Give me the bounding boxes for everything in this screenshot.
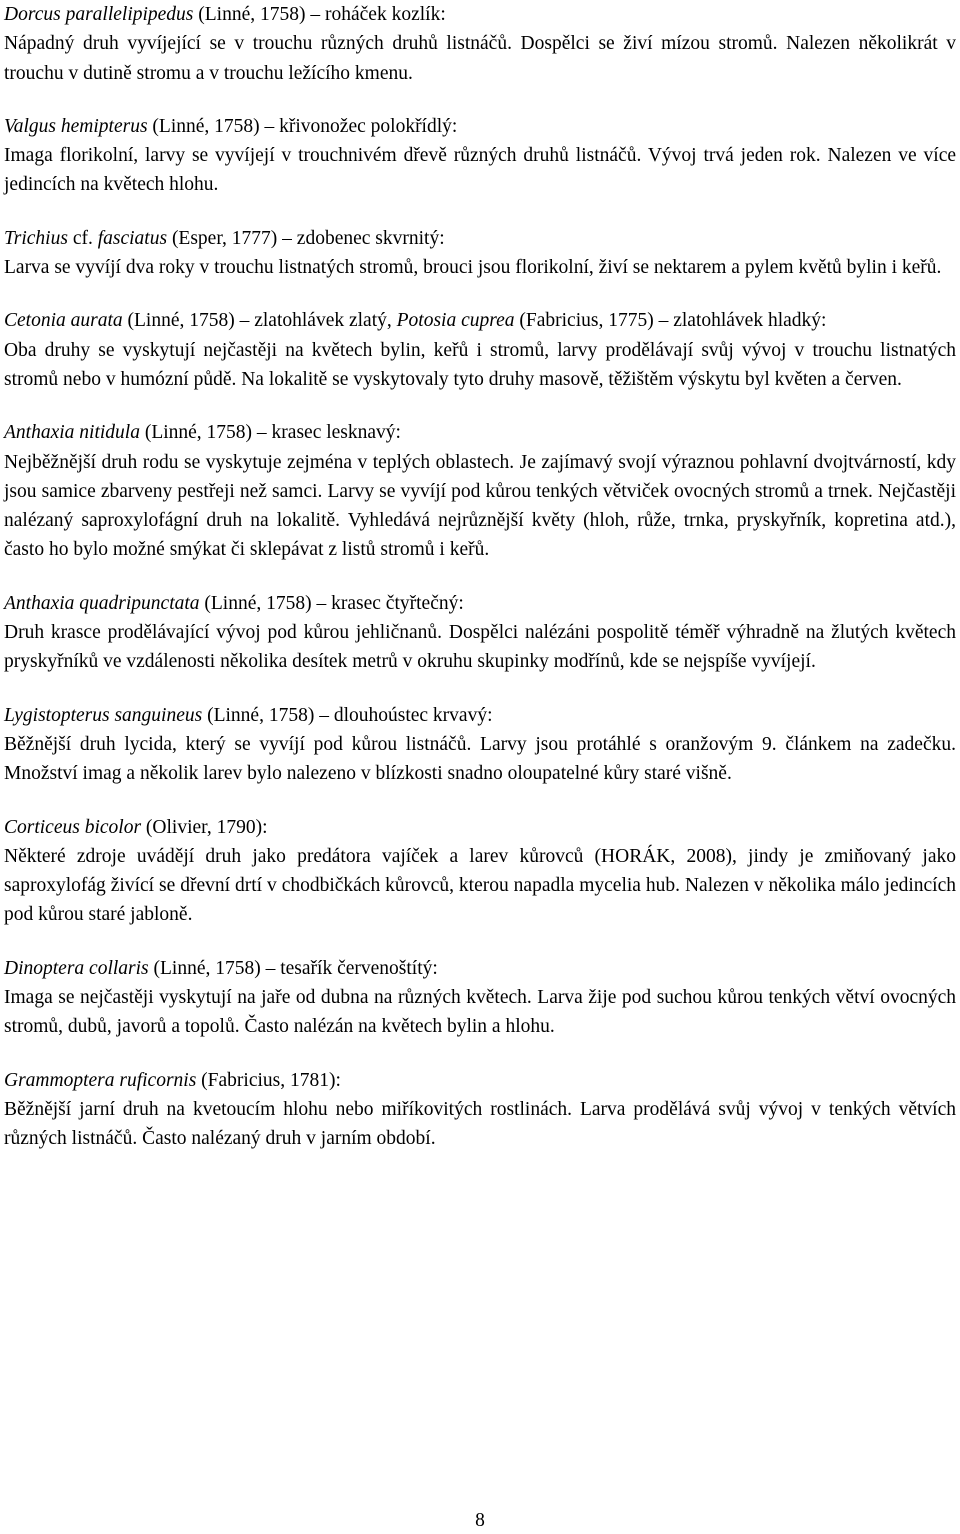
species-description: Některé zdroje uvádějí druh jako predátora vajíček a larev kůrovců (HORÁK, 2008), jindy je zmiňovaný jako saproxylofág živící se dřevní drtí v chodbičkách kůrovců, kterou napadla mycelia hub. Nalezen v několika málo jedincích pod kůrou staré jabloně. [4, 845, 956, 926]
species-latin-name: Lygistopterus sanguineus [4, 704, 203, 726]
species-entry-valgus [4, 112, 956, 200]
species-entry-grammoptera [4, 1066, 956, 1154]
species-qualifier: cf. [67, 227, 98, 249]
species-author: (Linné, 1758) – křivonožec polokřídlý: [147, 115, 458, 137]
species-author: (Fabricius, 1781): [196, 1069, 341, 1091]
species-latin-name: Valgus hemipterus [4, 115, 148, 137]
species-latin-name: Corticeus bicolor [4, 816, 142, 838]
species-heading [4, 306, 956, 335]
species-latin-name: Anthaxia quadripunctata [4, 592, 200, 614]
species-heading [4, 701, 956, 730]
species-latin-epithet: fasciatus [97, 227, 168, 249]
species-heading [4, 813, 956, 842]
species-description: Druh krasce prodělávající vývoj pod kůrou jehličnanů. Dospělci nalézáni pospolitě téměř výhradně na žlutých květech pryskyřníků ve vzdálenosti několika desítek metrů v okruhu skupinky modřínů, kde se nejspíše vyvíjejí. [4, 622, 956, 673]
species-author: (Esper, 1777) – zdobenec skvrnitý: [167, 227, 445, 249]
species-heading [4, 1066, 956, 1095]
species-entry-dorcus [4, 0, 956, 88]
species-heading [4, 224, 956, 253]
species-author: (Linné, 1758) – krasec čtyřtečný: [199, 592, 464, 614]
species-author: (Olivier, 1790): [141, 816, 268, 838]
document-page [4, 0, 956, 1178]
species-heading [4, 112, 956, 141]
species-author-second: (Fabricius, 1775) – zlatohlávek hladký: [514, 310, 827, 332]
species-entry-trichius [4, 224, 956, 283]
species-description: Imaga florikolní, larvy se vyvíjejí v trouchnivém dřevě různých druhů listnáčů. Vývoj trvá jeden rok. Nalezen ve více jedincích na květech hlohu. [4, 145, 956, 196]
species-entry-dinoptera [4, 954, 956, 1042]
species-heading [4, 418, 956, 447]
page-number: 8 [475, 1510, 485, 1531]
species-description: Larva se vyvíjí dva roky v trouchu listnatých stromů, brouci jsou florikolní, živí se nektarem a pylem květů bylin i keřů. [4, 257, 942, 279]
species-entry-anthaxia-quadripunctata [4, 589, 956, 677]
species-description: Imaga se nejčastěji vyskytují na jaře od dubna na různých květech. Larva žije pod suchou kůrou tenkých větví ovocných stromů, dubů, javorů a topolů. Často nalézán na květech bylin a hlohu. [4, 987, 956, 1038]
species-heading [4, 0, 956, 29]
species-heading [4, 589, 956, 618]
species-latin-name: Grammoptera ruficornis [4, 1069, 197, 1091]
species-author: (Linné, 1758) – dlouhoústec krvavý: [202, 704, 493, 726]
species-latin-name: Anthaxia nitidula [4, 422, 140, 444]
species-latin-name: Dinoptera collaris [4, 957, 149, 979]
species-entry-cetonia [4, 306, 956, 394]
species-author: (Linné, 1758) – roháček kozlík: [193, 4, 446, 25]
species-entry-anthaxia-nitidula [4, 418, 956, 564]
species-latin-name: Trichius [4, 227, 68, 249]
species-description: Běžnější druh lycida, který se vyvíjí pod kůrou listnáčů. Larvy jsou protáhlé s oranžovým 9. článkem na zadečku. Množství imag a několik larev bylo nalezeno v blízkosti snadno oloupatelné kůry staré višně. [4, 733, 956, 785]
species-author: (Linné, 1758) – krasec lesknavý: [139, 422, 401, 444]
species-latin-name: Dorcus parallelipipedus [4, 4, 194, 25]
species-entry-lygistopterus [4, 701, 956, 789]
species-heading [4, 954, 956, 983]
species-latin-name-second: Potosia cuprea [396, 310, 515, 332]
species-description: Běžnější jarní druh na kvetoucím hlohu nebo miříkovitých rostlinách. Larva prodělává svůj vývoj v tenkých větvích různých listnáčů. Často nalézaný druh v jarním období. [4, 1098, 956, 1150]
species-description: Nejběžnější druh rodu se vyskytuje zejména v teplých oblastech. Je zajímavý svojí výraznou pohlavní dvojtvárností, kdy jsou samice zbarveny pestřeji než samci. Larvy se vyvíjí pod kůrou tenkých větviček ovocných stromů a trnek. Nejčastěji nalézaný saproxylofágní druh na lokalitě. Vyhledává nejrůznější květy (hloh, růže, trnka, pryskyřník, kopretina atd.), často ho bylo možné smýkat či sklepávat z listů stromů i keřů. [4, 451, 956, 561]
species-author: (Linné, 1758) – zlatohlávek zlatý, [122, 310, 397, 332]
species-latin-name: Cetonia aurata [4, 310, 123, 332]
species-author: (Linné, 1758) – tesařík červenoštítý: [148, 957, 438, 979]
species-description: Nápadný druh vyvíjející se v trouchu různých druhů listnáčů. Dospělci se živí mízou stromů. Nalezen několikrát v trouchu v dutině stromu a v trouchu ležícího kmenu. [4, 33, 956, 84]
species-description: Oba druhy se vyskytují nejčastěji na květech bylin, keřů i stromů, larvy prodělávají svůj vývoj v trouchu listnatých stromů nebo v humózní půdě. Na lokalitě se vyskytovaly tyto druhy masově, těžištěm výskytu byl květen a červen. [4, 339, 956, 390]
species-entry-corticeus [4, 813, 956, 930]
